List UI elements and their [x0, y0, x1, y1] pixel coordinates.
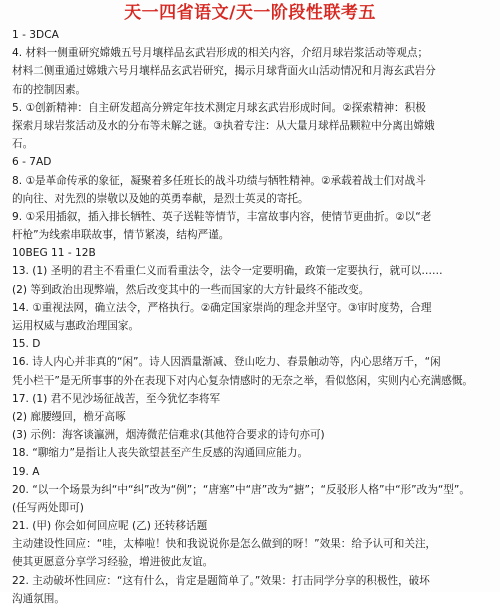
answer-line: 8. ①是革命传承的象征，凝聚着多任班长的战斗功绩与牺牲精神。②承载着战士们对战斗 — [12, 174, 426, 187]
answer-line: 材料二侧重通过嫦娥六号月壤样品玄武岩研究，揭示月球背面火山活动情况和月海玄武岩分 — [12, 65, 436, 78]
answer-line: 探索月球岩浆活动及水的分布等未解之谜。③执着专注：从大量月球样品颗粒中分离出嫦娥 — [12, 119, 435, 132]
answer-line: 运用权威与惠政治理国家。 — [12, 320, 140, 332]
answer-line: 沟通氛围。 — [12, 592, 65, 605]
answer-line: 石。 — [12, 138, 34, 151]
page-title: 天一四省语文/天一阶段性联考五 — [124, 3, 376, 23]
answer-line: 19. A — [12, 465, 40, 478]
answer-line: 凭小栏干”是无所事事的外在表现下对内心复杂情感时的无奈之举，看似悠闲，实则内心充满感慨。 — [12, 374, 474, 387]
answer-line: 5. ①创新精神：自主研发超高分辨定年技术测定月球玄武岩形成时间。②探索精神：积极 — [12, 101, 426, 114]
answer-line: 13. (1) 圣明的君主不看重仁义而看重法令，法令一定要明确，政策一定要执行，就可以…… — [12, 265, 443, 278]
answer-line: 15. D — [12, 338, 41, 351]
answer-line: 18. “聊缩力”是指让人丧失欲望甚至产生反感的沟通回应能力。 — [12, 447, 309, 460]
answer-line: (任写两处即可) — [12, 501, 84, 514]
answer-line: (2) 廊腰缦回，檐牙高啄 — [12, 410, 126, 423]
answer-line: 主动建设性回应：“哇，太棒啦！快和我说说你是怎么做到的呀！”效果：给予认可和关注， — [12, 538, 437, 551]
answer-line: 4. 材料一侧重研究嫦娥五号月壤样品玄武岩形成的相关内容，介绍月球岩浆活动等观点； — [12, 47, 429, 60]
answer-line: 1 - 3DCA — [12, 29, 59, 41]
answer-line: 21. (甲) 你会如何回应呢 (乙) 还转移话题 — [12, 520, 208, 533]
answer-line: 杆枪”为线索串联故事，情节紧凑，结构严谨。 — [12, 229, 230, 242]
answer-line: 6 - 7AD — [12, 156, 52, 169]
answer-line: (2) 等到政治出现弊端，然后改变其中的一些而国家的大方针最终不能改变。 — [12, 283, 370, 296]
answer-line: 10BEG 11 - 12B — [12, 247, 96, 260]
answer-line: 使其更愿意分享学习经验，增进彼此友谊。 — [12, 556, 214, 569]
answer-line: 20. “以一个场景为纠“中“纠”改为“例”；“唐塞”中“唐”改为“搪”；“反驳形人格”中“形”改为“型”。 — [12, 483, 471, 496]
answer-line: (3) 示例：海客谈瀛洲，烟涛微茫信难求(其他符合要求的诗句亦可) — [12, 429, 325, 442]
answer-line: 17. (1) 君不见沙场征战苦，至今犹忆李将军 — [12, 392, 221, 405]
answer-line: 的向往、对先烈的崇敬以及她的英勇奉献，是烈士英灵的寄托。 — [12, 192, 309, 205]
answer-line: 9. ①采用插叙，插入排长牺牲、英子送鞋等情节，丰富故事内容，使情节更曲折。②以“老 — [12, 210, 432, 223]
answer-line: 22. 主动破坏性回应：“这有什么，肯定是题简单了。”效果：打击同学分享的积极性，破坏 — [12, 574, 430, 587]
answer-content — [12, 28, 492, 610]
answer-line: 布的控制因素。 — [12, 83, 87, 96]
answer-line: 14. ①重视法网，确立法令，严格执行。②确定国家崇尚的理念并坚守。③审时度势，合理 — [12, 301, 432, 314]
answer-line: 16. 诗人内心并非真的“闲”。诗人因酒量渐减、登山吃力、春景触动等，内心思绪万千，“闲 — [12, 356, 441, 369]
